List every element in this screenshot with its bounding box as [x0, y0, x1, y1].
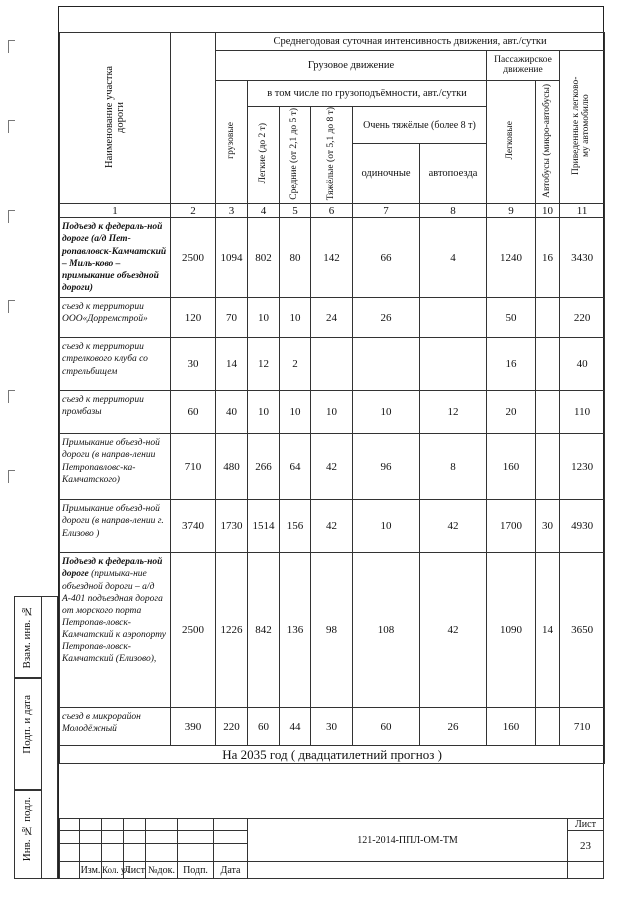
table-row [60, 434, 605, 500]
cell-value: 64 [280, 434, 311, 500]
tb-ndok: №док. [146, 862, 178, 879]
cell-value: 1226 [216, 553, 248, 708]
section-name [60, 298, 171, 338]
cell-value: 8 [420, 434, 487, 500]
cell-value: 16 [487, 338, 536, 391]
cell-value: 14 [216, 338, 248, 391]
cell-value: 1094 [216, 218, 248, 298]
cell-value: 802 [248, 218, 280, 298]
section-name-text: съезд в микрорайон Молодёжный [62, 712, 141, 735]
column-number: 6 [311, 204, 353, 218]
section-name [60, 500, 171, 553]
column-number: 5 [280, 204, 311, 218]
cell-value: 2 [280, 338, 311, 391]
cell-value: 26 [420, 708, 487, 746]
cell-value: 80 [280, 218, 311, 298]
cell-value: 156 [280, 500, 311, 553]
sheet-number: 23 [568, 831, 604, 862]
cell-value: 10 [280, 298, 311, 338]
cell-value: 42 [420, 500, 487, 553]
column-number: 11 [560, 204, 605, 218]
title-block [59, 818, 604, 879]
header-freight: Грузовое движение [216, 51, 487, 81]
table-row [60, 708, 605, 746]
cell-value: 710 [171, 434, 216, 500]
cell-value: 16 [536, 218, 560, 298]
cell-value [420, 338, 487, 391]
cell-value: 4 [420, 218, 487, 298]
table-row [60, 218, 605, 298]
cell-value: 10 [280, 391, 311, 434]
header-col2-blank [171, 33, 216, 204]
section-name-rest: (примыка-ние объездной дороги – а/д А-401 подъездная дорога от морского порта Петропав-ловск-Камчатский к аэропорту Петропав-ловск-Камчатский (Елизово), [62, 569, 167, 665]
cell-value: 120 [171, 298, 216, 338]
cell-value: 266 [248, 434, 280, 500]
stamp-podp [14, 678, 42, 790]
cell-value: 24 [311, 298, 353, 338]
traffic-table [59, 32, 605, 764]
cell-value: 20 [487, 391, 536, 434]
column-number: 3 [216, 204, 248, 218]
header-very-heavy: Очень тяжёлые (более 8 т) [353, 107, 487, 144]
cell-value: 12 [248, 338, 280, 391]
section-name [60, 434, 171, 500]
section-name-bold: Подъезд к федераль-ной дороге [62, 557, 163, 580]
cell-value: 40 [216, 391, 248, 434]
cell-value: 50 [487, 298, 536, 338]
column-number: 2 [171, 204, 216, 218]
cell-value: 1700 [487, 500, 536, 553]
tb-list: Лист [124, 862, 146, 879]
cell-value [536, 298, 560, 338]
column-number: 4 [248, 204, 280, 218]
cell-value: 26 [353, 298, 420, 338]
column-number: 9 [487, 204, 536, 218]
cell-value: 220 [216, 708, 248, 746]
section-name-text: Примыкание объезд-ной дороги (в направ-лении г. Елизово ) [62, 504, 164, 539]
section-name [60, 553, 171, 708]
tb-podp: Подп. [178, 862, 214, 879]
section-name [60, 218, 171, 298]
table-row [60, 500, 605, 553]
cell-value: 3740 [171, 500, 216, 553]
cell-value: 96 [353, 434, 420, 500]
cell-value: 14 [536, 553, 560, 708]
stamp-vzam [14, 596, 42, 678]
cell-value [536, 338, 560, 391]
cell-value [420, 298, 487, 338]
cell-value: 480 [216, 434, 248, 500]
margin-tick [8, 210, 15, 223]
section-name-text: съезд к территории стрелкового клуба со стрельбищем [62, 342, 148, 377]
cell-value: 42 [311, 434, 353, 500]
margin-tick [8, 390, 15, 403]
header-road-trains: автопоезда [420, 144, 487, 204]
cell-value: 98 [311, 553, 353, 708]
cell-value: 42 [420, 553, 487, 708]
cell-value [536, 391, 560, 434]
cell-value: 1090 [487, 553, 536, 708]
cell-value: 710 [560, 708, 605, 746]
cell-value: 30 [171, 338, 216, 391]
sheet-label: Лист [568, 819, 604, 831]
cell-value: 60 [171, 391, 216, 434]
cell-value: 44 [280, 708, 311, 746]
tb-data: Дата [214, 862, 248, 879]
header-cars: Легковые [487, 81, 536, 204]
header-passenger: Пассажирское движение [487, 51, 560, 81]
cell-value: 10 [248, 298, 280, 338]
cell-value: 10 [311, 391, 353, 434]
cell-value: 842 [248, 553, 280, 708]
tb-kol: Кол. уч [102, 862, 124, 879]
section-name [60, 708, 171, 746]
cell-value: 66 [353, 218, 420, 298]
cell-value: 4930 [560, 500, 605, 553]
tb-izm: Изм. [80, 862, 102, 879]
table-row [60, 298, 605, 338]
column-number-row [60, 204, 605, 218]
header-cargo-total: грузовые [216, 81, 248, 204]
cell-value: 30 [311, 708, 353, 746]
section-name-text: съезд к территории промбазы [62, 395, 144, 418]
header-reduced: Приведенные к легково-му автомобилю [560, 51, 605, 204]
cell-value: 10 [353, 500, 420, 553]
cell-value: 1240 [487, 218, 536, 298]
section-name-text: съезд к территории ООО«Дорремстрой» [62, 302, 148, 325]
cell-value: 10 [353, 391, 420, 434]
cell-value: 2500 [171, 553, 216, 708]
cell-value: 1514 [248, 500, 280, 553]
stamp-inv-label: Инв. № подл. [21, 797, 33, 862]
table-body [60, 218, 605, 746]
section-name-text: Подъезд к федераль-ной дороге (а/д Пет-ропавловск-Камчатский – Миль-ково – примыкание объездной дороги) [62, 222, 167, 294]
cell-value [536, 434, 560, 500]
margin-tick [8, 470, 15, 483]
cell-value: 160 [487, 708, 536, 746]
cell-value [311, 338, 353, 391]
table-row [60, 338, 605, 391]
header-group-title: Среднегодовая суточная интенсивность движения, авт./сутки [216, 33, 605, 51]
header-section-name: Наименование участка дороги [60, 33, 171, 204]
section-name [60, 391, 171, 434]
header-medium: Средние (от 2,1 до 5 т) [280, 107, 311, 204]
cell-value: 42 [311, 500, 353, 553]
margin-tick [8, 40, 15, 53]
header-incl-capacity: в том числе по грузоподъёмности, авт./сутки [248, 81, 487, 107]
cell-value: 1230 [560, 434, 605, 500]
cell-value [536, 708, 560, 746]
header-heavy: Тяжёлые (от 5,1 до 8 т) [311, 107, 353, 204]
column-number: 8 [420, 204, 487, 218]
forecast-note: На 2035 год ( двадцатилетний прогноз ) [60, 746, 605, 764]
cell-value: 10 [248, 391, 280, 434]
stamp-vzam-label: Взам. инв. № [21, 605, 33, 669]
cell-value: 220 [560, 298, 605, 338]
cell-value: 70 [216, 298, 248, 338]
cell-value: 60 [353, 708, 420, 746]
cell-value: 110 [560, 391, 605, 434]
table-row [60, 553, 605, 708]
header-light: Легкие (до 2 т) [248, 107, 280, 204]
cell-value: 390 [171, 708, 216, 746]
stamp-blank-column [42, 596, 58, 879]
stamp-podp-label: Подп. и дата [21, 695, 33, 754]
section-name [60, 338, 171, 391]
margin-tick [8, 120, 15, 133]
cell-value: 142 [311, 218, 353, 298]
column-number: 10 [536, 204, 560, 218]
cell-value: 3650 [560, 553, 605, 708]
cell-value: 30 [536, 500, 560, 553]
cell-value: 136 [280, 553, 311, 708]
column-number: 7 [353, 204, 420, 218]
document-code: 121-2014-ППЛ-ОМ-ТМ [248, 819, 568, 862]
cell-value: 60 [248, 708, 280, 746]
cell-value: 3430 [560, 218, 605, 298]
section-name-text: Примыкание объезд-ной дороги (в направ-лении Петропавловс-ка-Камчатского) [62, 438, 160, 485]
column-number: 1 [60, 204, 171, 218]
cell-value: 2500 [171, 218, 216, 298]
cell-value [353, 338, 420, 391]
stamp-inv [14, 790, 42, 879]
margin-tick [8, 300, 15, 313]
cell-value: 108 [353, 553, 420, 708]
cell-value: 160 [487, 434, 536, 500]
cell-value: 40 [560, 338, 605, 391]
header-buses: Автобусы (микро-автобусы) [536, 81, 560, 204]
table-row [60, 391, 605, 434]
cell-value: 1730 [216, 500, 248, 553]
header-single: одиночные [353, 144, 420, 204]
cell-value: 12 [420, 391, 487, 434]
